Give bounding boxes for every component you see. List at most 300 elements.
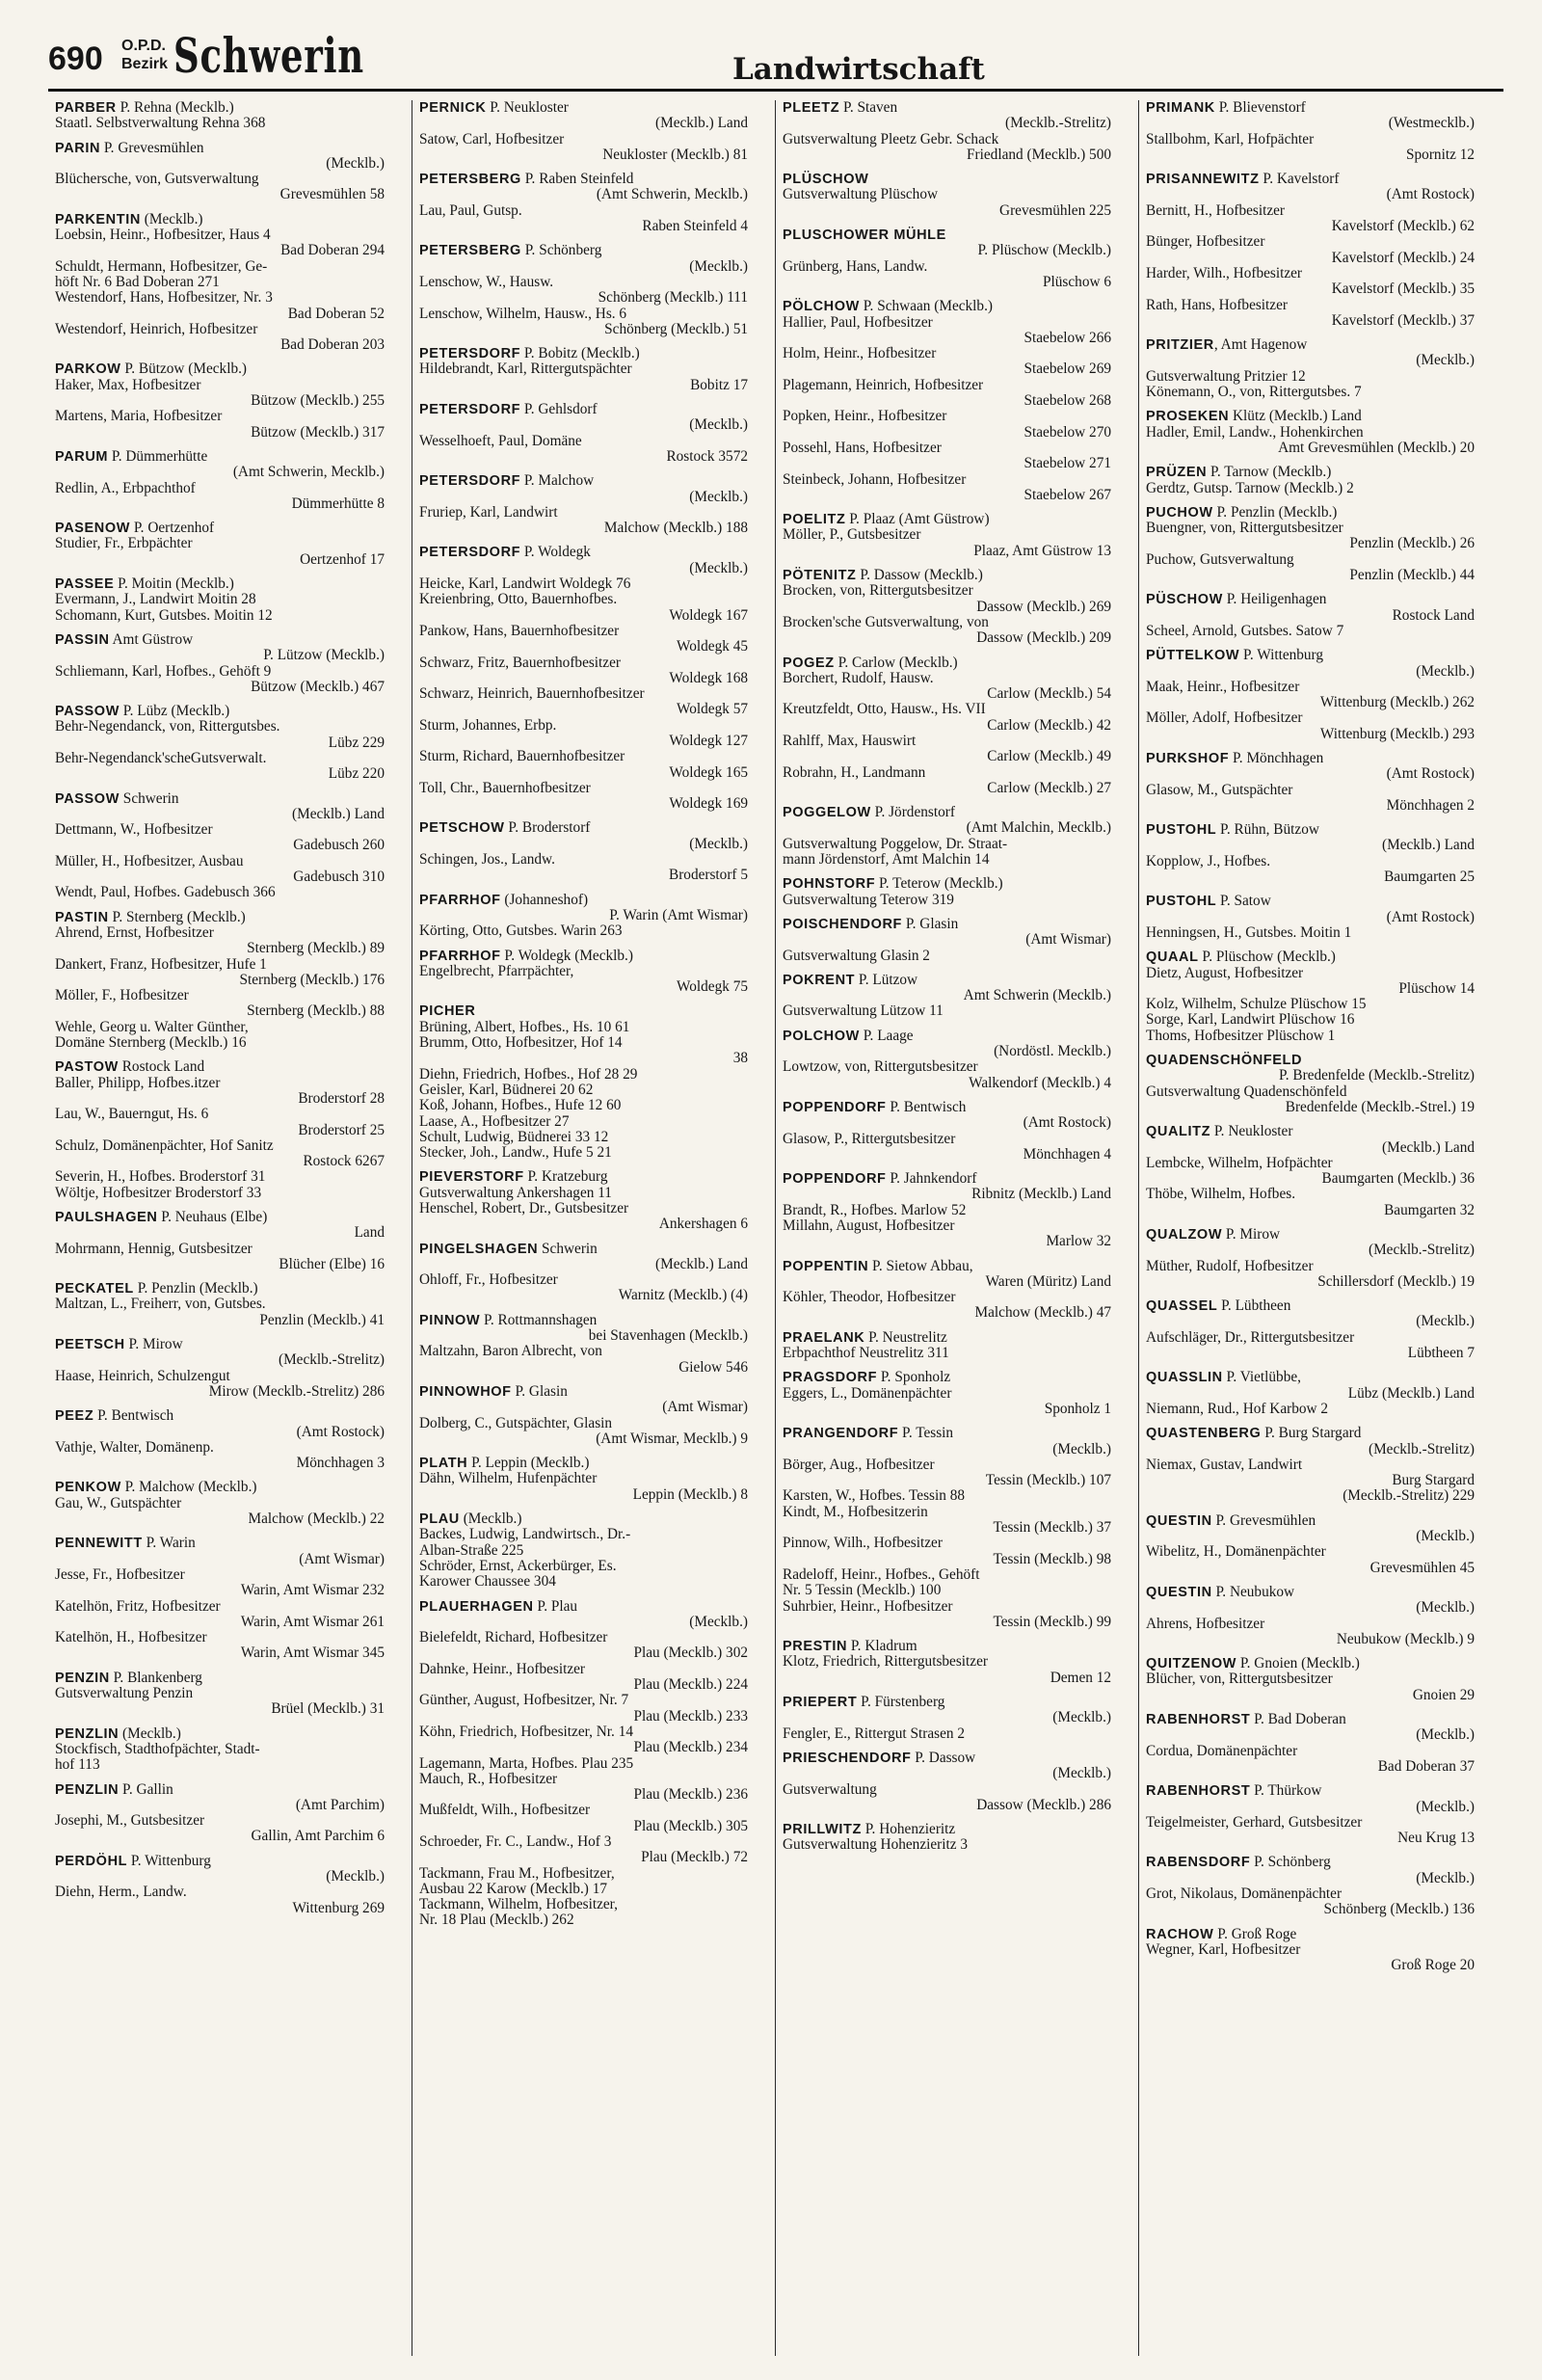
place-name: PASSEE (55, 576, 115, 593)
entry-location: Schönberg (Mecklb.) 136 (1323, 1902, 1475, 1918)
place-heading (1146, 1585, 1475, 1600)
place-district: (Mecklb.) Land (1382, 1139, 1475, 1156)
directory-entry (419, 624, 748, 655)
entry-location: Plaaz, Amt Güstrow 13 (973, 543, 1111, 559)
place-block (1146, 751, 1475, 814)
city-title: Schwerin (173, 27, 364, 84)
place-heading (1146, 465, 1475, 480)
place-district: (Amt Rostock) (1386, 187, 1475, 203)
place-postal-info: P. Rehna (Mecklb.) (116, 100, 234, 116)
place-block (1146, 1712, 1475, 1775)
directory-entry (783, 132, 1111, 164)
place-postal-info: P. Neustrelitz (864, 1328, 947, 1346)
place-heading (55, 361, 385, 377)
directory-entry (783, 1837, 1111, 1853)
place-block (783, 1426, 1111, 1630)
entry-name: Robrahn, H., Landmann (783, 764, 926, 781)
place-district: (Amt Wismar) (299, 1551, 385, 1567)
entry-name: Schröder, Ernst, Ackerbürger, Es. (419, 1558, 617, 1574)
directory-entry (419, 655, 748, 687)
place-name: PUCHOW (1146, 504, 1213, 521)
directory-entry (419, 1897, 748, 1929)
place-district: P. Warin (Amt Wismar) (609, 907, 748, 923)
directory-entry (1146, 1671, 1475, 1703)
entry-name: Rath, Hans, Hofbesitzer (1146, 297, 1288, 313)
entry-name: Popken, Heinr., Hofbesitzer (783, 409, 947, 425)
entry-name: Gutsverwaltung Teterow 319 (783, 892, 954, 908)
entry-location: Penzlin (Mecklb.) 44 (1349, 568, 1475, 584)
entry-name: Stallbohm, Karl, Hofpächter (1146, 131, 1315, 147)
entry-name: Jesse, Fr., Hofbesitzer (55, 1566, 185, 1583)
place-heading (55, 521, 385, 536)
entry-name: Thoms, Hofbesitzer Plüschow 1 (1146, 1028, 1336, 1044)
place-postal-info: P. Oertzenhof (130, 520, 215, 537)
directory-entry (783, 949, 1111, 964)
directory-entry (783, 734, 1111, 765)
place-heading (783, 876, 1111, 892)
directory-entry (419, 434, 748, 466)
place-name: PETERSBERG (419, 172, 521, 188)
place-postal-info: , Amt Hagenow (1213, 336, 1308, 354)
entry-name: Gutsverwaltung Plüschow (783, 187, 939, 203)
entry-name: Möller, Adolf, Hofbesitzer (1146, 710, 1303, 727)
place-heading (55, 576, 385, 592)
directory-entry (783, 1567, 1111, 1599)
place-name: PECKATEL (55, 1281, 134, 1297)
place-postal-info: P. Neukloster (1210, 1123, 1293, 1140)
entry-location: Nr. 18 Plau (Mecklb.) 262 (419, 1912, 574, 1929)
entry-location: Oertzenhof 17 (300, 551, 385, 568)
directory-entry (1146, 624, 1475, 639)
place-block (1146, 1585, 1475, 1647)
place-heading (1146, 949, 1475, 965)
entry-location: (Mecklb.-Strelitz) 229 (1343, 1488, 1475, 1505)
entry-location: Rostock 6267 (303, 1154, 385, 1170)
place-block (419, 172, 748, 234)
column-2 (412, 100, 755, 2356)
entry-name: Holm, Heinr., Hofbesitzer (783, 346, 937, 362)
entry-name: Klotz, Friedrich, Rittergutsbesitzer (783, 1654, 988, 1671)
directory-entry (419, 718, 748, 750)
place-heading (1146, 100, 1475, 116)
entry-name: Engelbrecht, Pfarrpächter, (419, 963, 574, 979)
directory-entry (783, 1003, 1111, 1019)
place-name: PETSCHOW (419, 820, 505, 837)
entry-name: Stecker, Joh., Landw., Hufe 5 21 (419, 1145, 612, 1162)
entry-name: Kindt, M., Hofbesitzerin (783, 1504, 928, 1520)
directory-entry (55, 409, 385, 441)
place-block (1146, 1298, 1475, 1361)
directory-entry (1146, 298, 1475, 330)
place-block (783, 917, 1111, 964)
entry-location: Bobitz 17 (690, 377, 748, 393)
entry-name: Staatl. Selbstverwaltung Rehna 368 (55, 116, 266, 132)
place-postal-info: P. Grevesmühlen (100, 139, 204, 156)
entry-location: Malchow (Mecklb.) 22 (248, 1511, 385, 1528)
entry-name: Laase, A., Hofbesitzer 27 (419, 1113, 570, 1130)
directory-entry (419, 505, 748, 537)
entry-location: Walkendorf (Mecklb.) 4 (969, 1075, 1111, 1091)
entry-location: Plau (Mecklb.) 72 (641, 1850, 748, 1866)
directory-entry (419, 592, 748, 624)
place-block (55, 1337, 385, 1400)
entry-name: Gutsverwaltung Glasin 2 (783, 948, 930, 964)
directory-entry (1146, 1187, 1475, 1218)
entry-name: Könemann, O., von, Rittergutsbes. 7 (1146, 385, 1362, 401)
place-postal-info: P. Sternberg (Mecklb.) (108, 908, 246, 925)
place-name: POPPENTIN (783, 1258, 869, 1274)
place-district: Amt Schwerin (Mecklb.) (963, 988, 1111, 1004)
entry-location: Bad Doberan 37 (1377, 1758, 1475, 1775)
directory-entry (783, 1132, 1111, 1163)
entry-name: Fruriep, Karl, Landwirt (419, 504, 558, 521)
directory-entry (55, 322, 385, 354)
place-name: QUESTIN (1146, 1584, 1212, 1600)
entry-name: Dähn, Wilhelm, Hufenpächter (419, 1471, 598, 1487)
entry-name: Thöbe, Wilhelm, Hofbes. (1146, 1187, 1296, 1203)
place-district: (Amt Parchim) (295, 1797, 385, 1813)
directory-entry (419, 307, 748, 338)
entry-location: Woldegk 169 (669, 796, 748, 813)
entry-location: Broderstorf 25 (298, 1122, 385, 1138)
place-postal-info: P. Bad Doberan (1250, 1711, 1346, 1728)
entry-name: Schult, Ludwig, Büdnerei 33 12 (419, 1129, 609, 1145)
place-name: PENZIN (55, 1670, 110, 1686)
entry-name: Koß, Johann, Hofbes., Hufe 12 60 (419, 1098, 622, 1114)
entry-location: Bredenfelde (Mecklb.-Strel.) 19 (1285, 1099, 1475, 1115)
place-heading (783, 1370, 1111, 1385)
place-name: PARIN (55, 140, 101, 156)
entry-name: Brumm, Otto, Hofbesitzer, Hof 14 (419, 1035, 623, 1052)
entry-name: Körting, Otto, Gutsbes. Warin 263 (419, 923, 623, 940)
entry-name: Gutsverwaltung Penzin (55, 1686, 194, 1702)
entry-location: Bad Doberan 52 (287, 306, 385, 322)
entry-name: Maak, Heinr., Hofbesitzer (1146, 679, 1300, 695)
entry-name: Bünger, Hofbesitzer (1146, 234, 1265, 251)
place-block (55, 632, 385, 695)
directory-entry (1146, 1942, 1475, 1974)
place-district: (Mecklb.-Strelitz) (1004, 116, 1111, 132)
entry-location: Plau (Mecklb.) 233 (633, 1708, 748, 1725)
place-postal-info: P. Bentwisch (886, 1098, 967, 1115)
place-block (419, 1313, 748, 1376)
place-heading (1146, 1426, 1475, 1441)
place-postal-info: P. Leppin (Mecklb.) (467, 1455, 590, 1472)
directory-entry (419, 361, 748, 393)
entry-name: Tackmann, Frau M., Hofbesitzer, (419, 1865, 615, 1882)
place-postal-info: (Mecklb.) (140, 210, 203, 227)
place-district: (Mecklb.) (1052, 1766, 1111, 1782)
entry-name: Gerdtz, Gutsp. Tarnow (Mecklb.) 2 (1146, 480, 1354, 496)
directory-entry (419, 203, 748, 235)
entry-name: Toll, Chr., Bauernhofbesitzer (419, 780, 591, 796)
place-heading (1146, 751, 1475, 766)
entry-location: Penzlin (Mecklb.) 26 (1349, 536, 1475, 552)
directory-entry (55, 290, 385, 322)
place-block (783, 655, 1111, 797)
place-heading (783, 1639, 1111, 1654)
directory-entry (419, 923, 748, 939)
entry-location: Woldegk 127 (669, 733, 748, 749)
entry-name: Plagemann, Heinrich, Hofbesitzer (783, 377, 984, 393)
place-postal-info: P. Lübtheen (1217, 1297, 1291, 1315)
place-district: (Mecklb.) (1052, 1441, 1111, 1457)
place-postal-info: P. Schwaan (Mecklb.) (859, 298, 993, 315)
directory-entry (1146, 1617, 1475, 1648)
place-block (783, 1822, 1111, 1854)
entry-name: Lau, Paul, Gutsp. (419, 202, 522, 219)
entry-name: Möller, P., Gutsbesitzer (783, 527, 921, 544)
entry-name: Wehle, Georg u. Walter Günther, (55, 1019, 249, 1035)
place-name: PRILLWITZ (783, 1822, 862, 1838)
place-block (1146, 337, 1475, 400)
entry-name: Wibelitz, H., Domänenpächter (1146, 1544, 1326, 1561)
entry-location: Broderstorf 5 (669, 868, 748, 884)
place-district: (Mecklb.-Strelitz) (278, 1352, 385, 1369)
directory-entry (1146, 1012, 1475, 1028)
entry-location: Neu Krug 13 (1397, 1831, 1475, 1847)
place-postal-info: (Mecklb.) (459, 1511, 522, 1528)
entry-name: Brocken, von, Rittergutsbesitzer (783, 583, 973, 600)
entry-name: Gutsverwaltung Pritzier 12 (1146, 368, 1306, 385)
entry-location: Schönberg (Mecklb.) 111 (598, 290, 748, 307)
place-name: PETERSBERG (419, 243, 521, 259)
place-name: PRIESCHENDORF (783, 1750, 912, 1766)
place-heading (55, 1408, 385, 1424)
entry-location: Warnitz (Mecklb.) (4) (618, 1288, 748, 1304)
directory-entry (419, 1083, 748, 1098)
place-postal-info: P. Lübz (Mecklb.) (119, 703, 230, 720)
place-heading (1146, 1227, 1475, 1243)
entry-name: Blüchersche, von, Gutsverwaltung (55, 172, 259, 188)
place-heading (55, 1480, 385, 1495)
entry-location: Carlow (Mecklb.) 49 (987, 749, 1111, 765)
directory-entry (1146, 680, 1475, 711)
directory-entry (55, 116, 385, 131)
directory-entry (783, 1346, 1111, 1361)
bezirk-label: Bezirk (121, 56, 169, 72)
entry-name: Diehn, Herm., Landw. (55, 1885, 187, 1901)
entry-location: Tessin (Mecklb.) 37 (993, 1520, 1111, 1537)
entry-location: Mönchhagen 2 (1386, 797, 1475, 814)
entry-location: Schillersdorf (Mecklb.) 19 (1317, 1273, 1475, 1290)
place-heading (55, 141, 385, 156)
entry-location: Kavelstorf (Mecklb.) 37 (1331, 312, 1475, 329)
place-heading (55, 100, 385, 116)
place-heading (783, 1751, 1111, 1766)
entry-name: Schwarz, Heinrich, Bauernhofbesitzer (419, 686, 645, 703)
place-name: PURKSHOF (1146, 750, 1230, 766)
entry-name: Henschel, Robert, Dr., Gutsbesitzer (419, 1201, 629, 1217)
entry-name: Maltzan, L., Freiherr, von, Gutsbes. (55, 1297, 266, 1313)
directory-entry (783, 187, 1111, 219)
directory-entry (419, 1559, 748, 1591)
place-name: PARBER (55, 100, 117, 116)
directory-entry (1146, 1544, 1475, 1576)
entry-name: Sturm, Richard, Bauernhofbesitzer (419, 749, 625, 765)
place-block (419, 1003, 748, 1161)
place-postal-info: P. Thürkow (1250, 1782, 1322, 1800)
place-name: PÜSCHOW (1146, 592, 1223, 608)
entry-name: Aufschläger, Dr., Rittergutsbesitzer (1146, 1329, 1355, 1346)
place-postal-info: P. Schönberg (1250, 1854, 1331, 1871)
entry-location: Rostock 3572 (666, 448, 748, 465)
entry-name: Gutsverwaltung Lützow 11 (783, 1003, 944, 1020)
directory-entry (783, 1782, 1111, 1814)
entry-location: Plüschow 14 (1398, 980, 1475, 997)
entry-name: Haker, Max, Hofbesitzer (55, 377, 201, 393)
entry-name: Mohrmann, Hennig, Gutsbesitzer (55, 1241, 253, 1257)
directory-entry (55, 1297, 385, 1328)
entry-location: Woldegk 57 (677, 702, 748, 718)
entry-name: Wöltje, Hofbesitzer Broderstorf 33 (55, 1185, 262, 1201)
place-district: (Mecklb.) (1416, 1529, 1475, 1545)
directory-entry (419, 852, 748, 884)
page-header (48, 19, 1503, 92)
place-postal-info: P. Penzlin (Mecklb.) (1212, 503, 1338, 521)
place-name: PRAELANK (783, 1329, 865, 1346)
place-heading (419, 1169, 748, 1185)
place-postal-info: P. Wittenburg (1239, 647, 1324, 664)
directory-entry (783, 702, 1111, 734)
entry-location: Ausbau 22 Karow (Mecklb.) 17 (419, 1881, 607, 1897)
place-name: PUSTOHL (1146, 822, 1217, 839)
entry-name: Börger, Aug., Hofbesitzer (783, 1457, 935, 1473)
directory-entry (783, 1599, 1111, 1631)
place-block (55, 1536, 385, 1661)
place-heading (419, 820, 748, 836)
directory-entry (55, 1813, 385, 1845)
entry-name: Cordua, Domänenpächter (1146, 1743, 1298, 1759)
place-name: POPPENDORF (783, 1171, 887, 1188)
place-block (1146, 1783, 1475, 1846)
directory-entry (55, 925, 385, 957)
place-name: RABENSDORF (1146, 1855, 1251, 1871)
place-block (1146, 1426, 1475, 1504)
place-district: (Mecklb.) Land (1382, 838, 1475, 854)
place-postal-info: P. Tarnow (Mecklb.) (1207, 464, 1332, 481)
entry-name: Grünberg, Hans, Landw. (783, 258, 928, 275)
directory-entry (1146, 1815, 1475, 1847)
place-postal-info: P. Neuhaus (Elbe) (157, 1209, 268, 1225)
entry-name: Bernitt, H., Hofbesitzer (1146, 202, 1286, 219)
place-heading (419, 402, 748, 417)
place-block (55, 1726, 385, 1774)
entry-name: Wesselhoeft, Paul, Domäne (419, 433, 582, 449)
place-postal-info: P. Kladrum (847, 1638, 917, 1655)
entry-name: Mußfeldt, Wilh., Hofbesitzer (419, 1803, 591, 1819)
directory-entry (419, 749, 748, 781)
entry-name: Niemax, Gustav, Landwirt (1146, 1457, 1303, 1473)
directory-entry (419, 1344, 748, 1376)
place-name: PÖTENITZ (783, 568, 857, 584)
place-postal-info: Amt Güstrow (109, 630, 194, 648)
directory-entry (55, 378, 385, 410)
entry-name: Lenschow, W., Hausw. (419, 274, 554, 290)
place-district: P. Lützow (Mecklb.) (263, 648, 385, 664)
entry-name: Behr-Negendanck, von, Rittergutsbes. (55, 719, 280, 735)
place-block (1146, 409, 1475, 456)
place-postal-info: P. Hohenzieritz (861, 1821, 956, 1838)
directory-entry (55, 1242, 385, 1273)
entry-location: höft Nr. 6 Bad Doberan 271 (55, 274, 220, 290)
entry-location: Bad Doberan 294 (280, 243, 385, 259)
place-block (1146, 1656, 1475, 1703)
directory-entry (419, 1114, 748, 1130)
directory-entry (55, 1076, 385, 1108)
place-name: QUALITZ (1146, 1124, 1211, 1140)
place-name: PFARRHOF (419, 892, 501, 908)
place-heading (783, 805, 1111, 820)
entry-location: mann Jördenstorf, Amt Malchin 14 (783, 852, 990, 869)
place-block (55, 361, 385, 440)
entry-location: Grevesmühlen 58 (279, 187, 385, 203)
place-name: PUSTOHL (1146, 894, 1217, 910)
entry-name: Schwarz, Fritz, Bauernhofbesitzer (419, 655, 621, 671)
place-postal-info: P. Bobitz (Mecklb.) (520, 345, 640, 362)
place-name: PRESTIN (783, 1639, 848, 1655)
entry-name: Niemann, Rud., Hof Karbow 2 (1146, 1401, 1329, 1417)
entry-location: 38 (732, 1051, 748, 1067)
place-postal-info: P. Mönchhagen (1229, 749, 1324, 766)
place-postal-info: Rostock Land (118, 1058, 205, 1076)
place-postal-info: P. Neubukow (1211, 1583, 1295, 1600)
directory-entry (1146, 203, 1475, 235)
place-name: PRISANNEWITZ (1146, 172, 1260, 188)
place-name: QUASTENBERG (1146, 1426, 1262, 1442)
place-block (55, 1782, 385, 1845)
place-district: Ribnitz (Mecklb.) Land (971, 1187, 1111, 1203)
directory-entry (1146, 1744, 1475, 1776)
place-name: PASTIN (55, 909, 109, 925)
place-name: PETERSDORF (419, 473, 521, 490)
entry-location: Dümmerhütte 8 (291, 495, 385, 512)
place-postal-info: (Mecklb.) (119, 1725, 181, 1742)
place-district: (Amt Rostock) (1023, 1115, 1111, 1132)
directory-entry (783, 378, 1111, 410)
directory-entry (783, 1386, 1111, 1418)
place-heading (1146, 1927, 1475, 1942)
place-postal-info: P. Neukloster (486, 100, 569, 116)
place-name: RABENHORST (1146, 1712, 1251, 1728)
place-postal-info: P. Woldegk (Mecklb.) (500, 947, 633, 964)
entry-name: Kreutzfeldt, Otto, Hausw., Hs. VII (783, 702, 986, 718)
place-heading (419, 893, 748, 908)
directory-entry (1146, 1156, 1475, 1188)
entry-name: Ahrens, Hofbesitzer (1146, 1616, 1265, 1632)
entry-name: Brocken'sche Gutsverwaltung, von (783, 614, 989, 630)
place-name: QUAAL (1146, 949, 1199, 966)
place-name: QUALZOW (1146, 1227, 1223, 1243)
district-label (121, 37, 168, 73)
place-postal-info: P. Gehlsdorf (520, 401, 598, 418)
entry-name: Katelhön, Fritz, Hofbesitzer (55, 1598, 221, 1615)
entry-location: Friedland (Mecklb.) 500 (967, 147, 1111, 163)
entry-location: Gadebusch 260 (293, 838, 385, 854)
place-district: (Mecklb.) (1416, 1799, 1475, 1815)
place-postal-info: P. Staven (839, 100, 898, 116)
directory-entry (419, 1662, 748, 1694)
place-heading (419, 243, 748, 258)
place-name: PASSIN (55, 631, 110, 648)
directory-entry (55, 719, 385, 751)
place-heading (55, 1854, 385, 1869)
place-heading (1146, 1855, 1475, 1870)
place-heading (55, 212, 385, 227)
entry-location: Bad Doberan 203 (280, 337, 385, 354)
place-block (1146, 949, 1475, 1044)
place-district: (Mecklb.) (326, 1868, 385, 1885)
